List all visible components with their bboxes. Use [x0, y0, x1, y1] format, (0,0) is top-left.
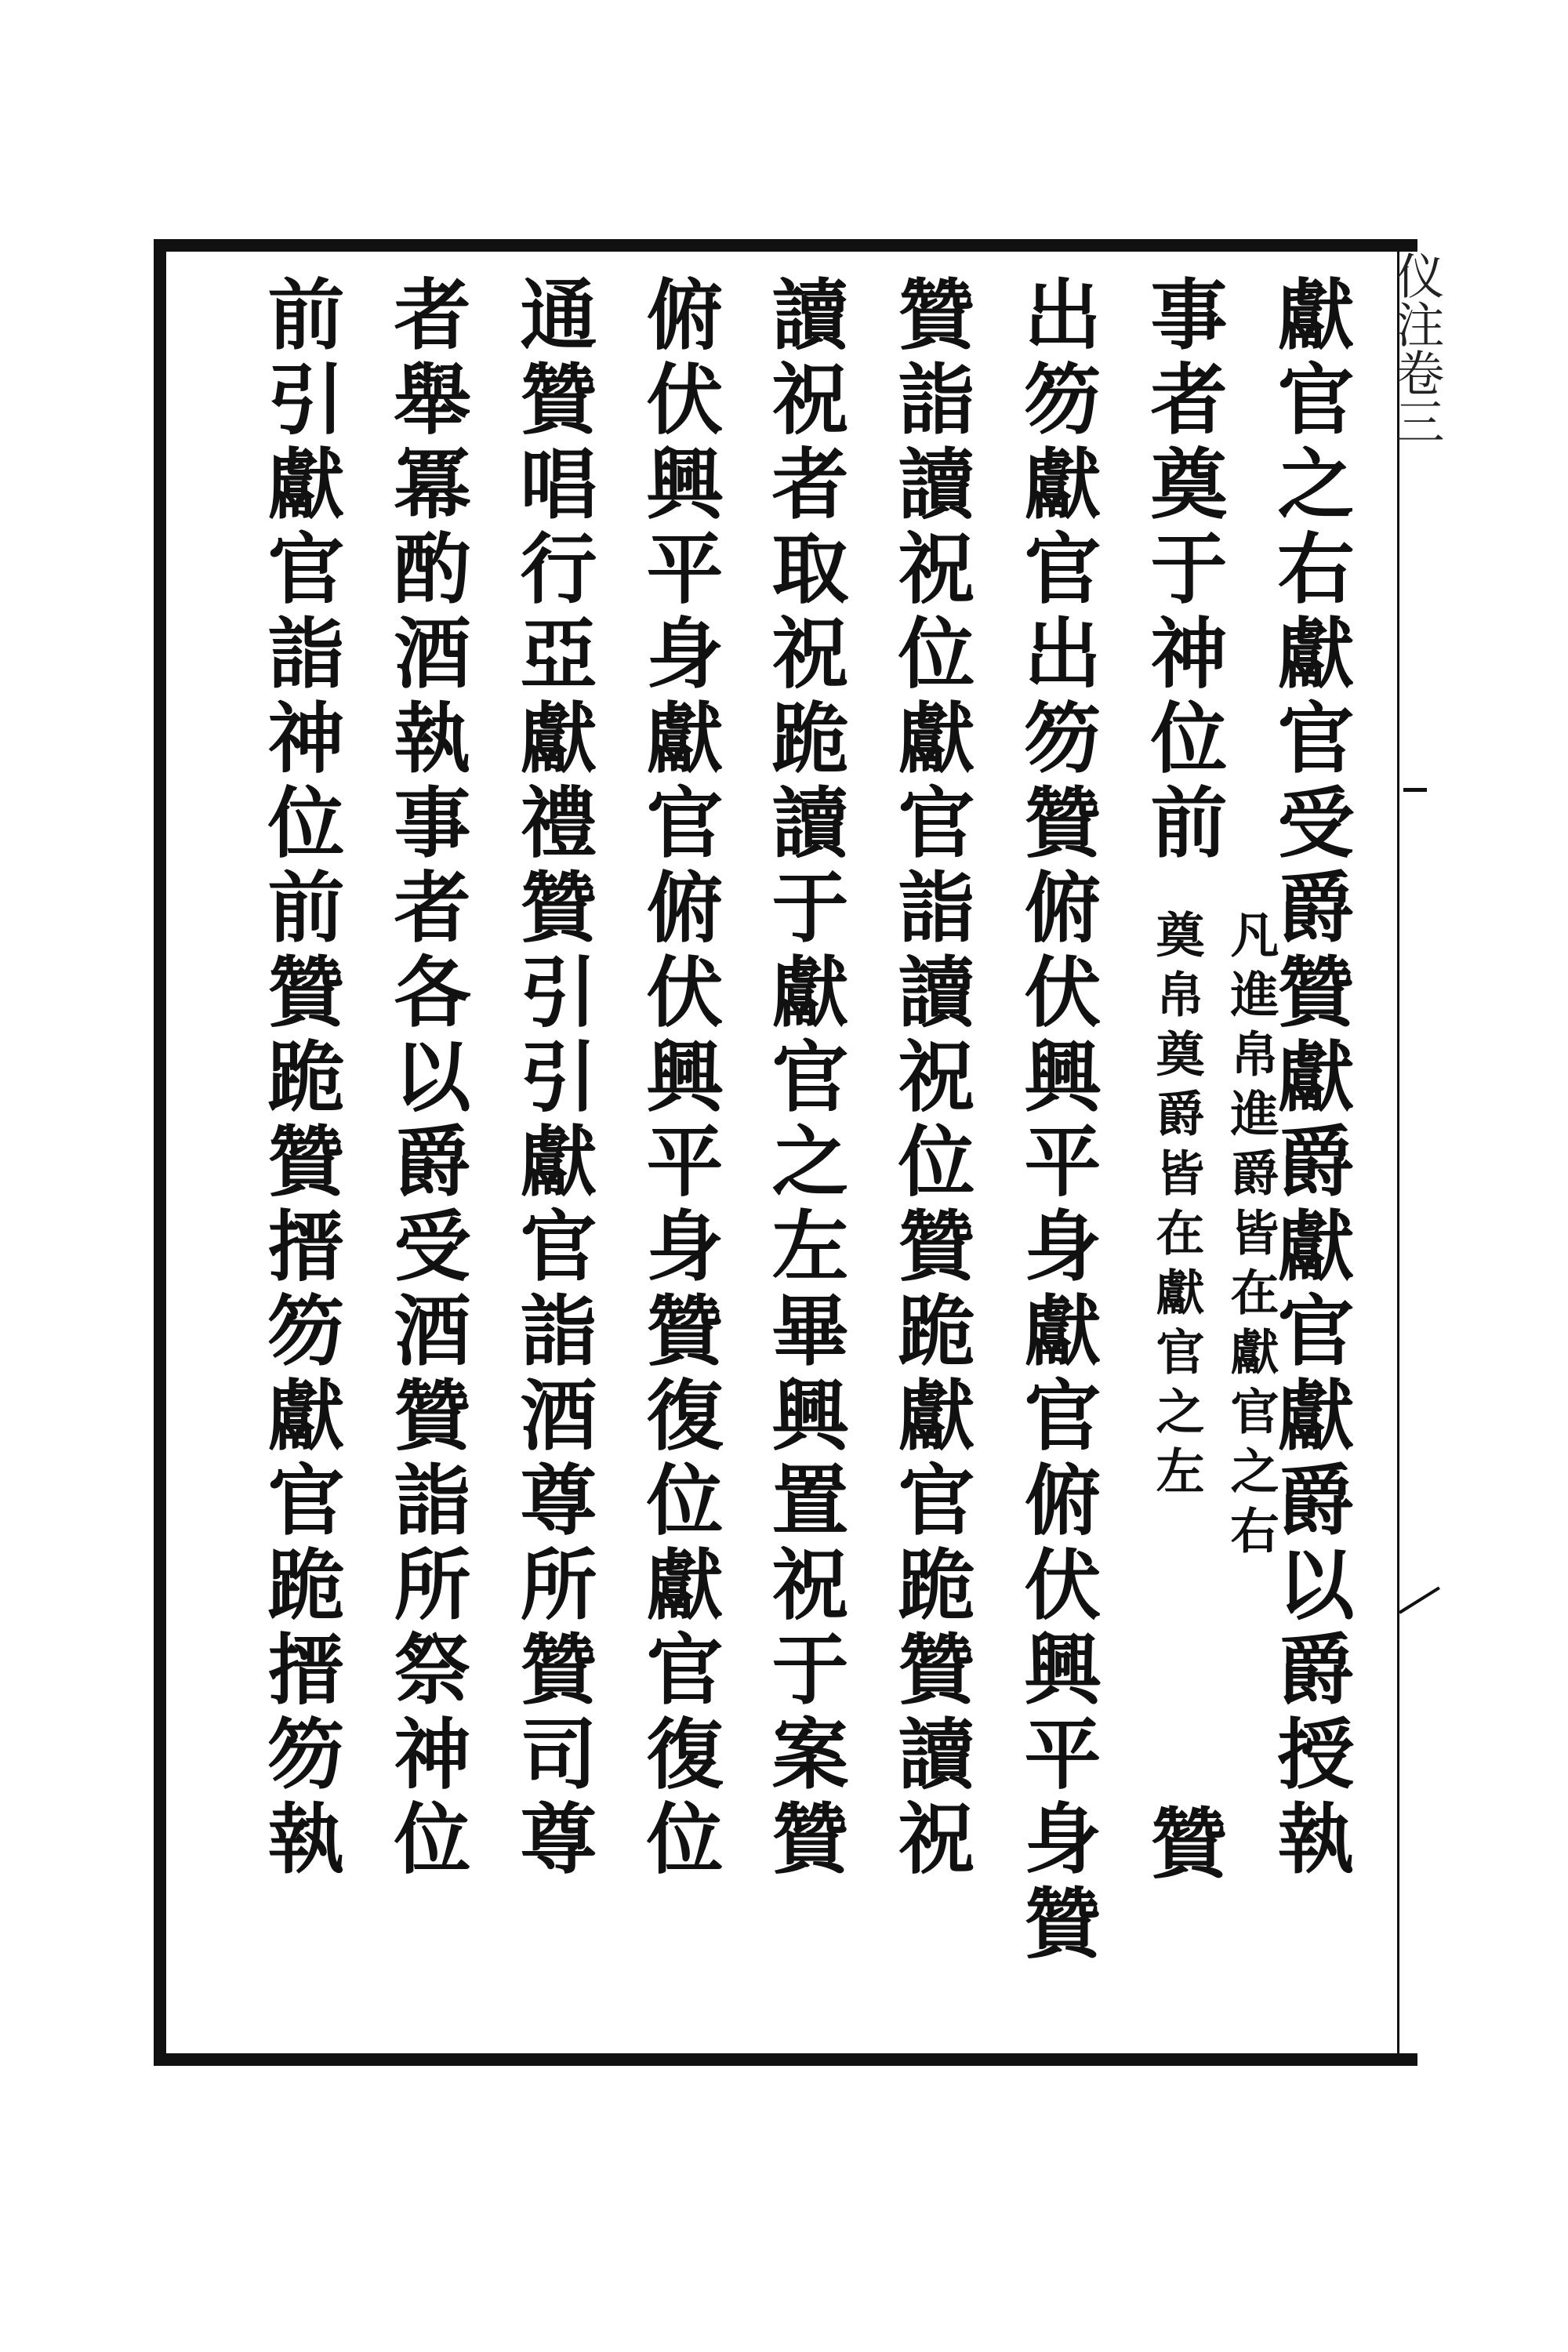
foreedge-tick-mark — [1403, 788, 1427, 792]
text-column-7: 通贊唱行亞獻禮贊引引獻官詣酒尊所贊司尊 — [507, 274, 597, 1883]
interlinear-note-right: 凡進帛進爵皆在獻官之右 — [1222, 909, 1279, 1565]
text-column-5: 讀祝者取祝跪讀于獻官之左畢興置祝于案贊 — [759, 274, 849, 1883]
text-column-2-tail: 贊 — [1138, 1803, 1228, 1880]
text-column-4: 贊詣讀祝位獻官詣讀祝位贊跪獻官跪贊讀祝 — [885, 274, 975, 1883]
text-column-6: 俯伏興平身獻官俯伏興平身贊復位獻官復位 — [633, 274, 724, 1883]
text-column-9: 前引獻官詣神位前贊跪贊搢笏獻官跪搢笏執 — [255, 274, 345, 1883]
text-column-3: 出笏獻官出笏贊俯伏興平身獻官俯伏興平身贊 — [1011, 274, 1102, 1968]
text-column-8: 者舉冪酌酒執事者各以爵受酒贊詣所祭神位 — [381, 274, 471, 1883]
frame-right-rule — [1397, 239, 1399, 2066]
text-column-2: 事者奠于神位前 — [1138, 274, 1228, 867]
foreedge-title: 仪注卷三 — [1388, 251, 1445, 445]
interlinear-note-left: 奠帛奠爵皆在獻官之左 — [1148, 909, 1205, 1505]
text-column-1: 獻官之右獻官受爵贊獻爵獻官獻爵以爵授執 — [1265, 274, 1355, 1883]
